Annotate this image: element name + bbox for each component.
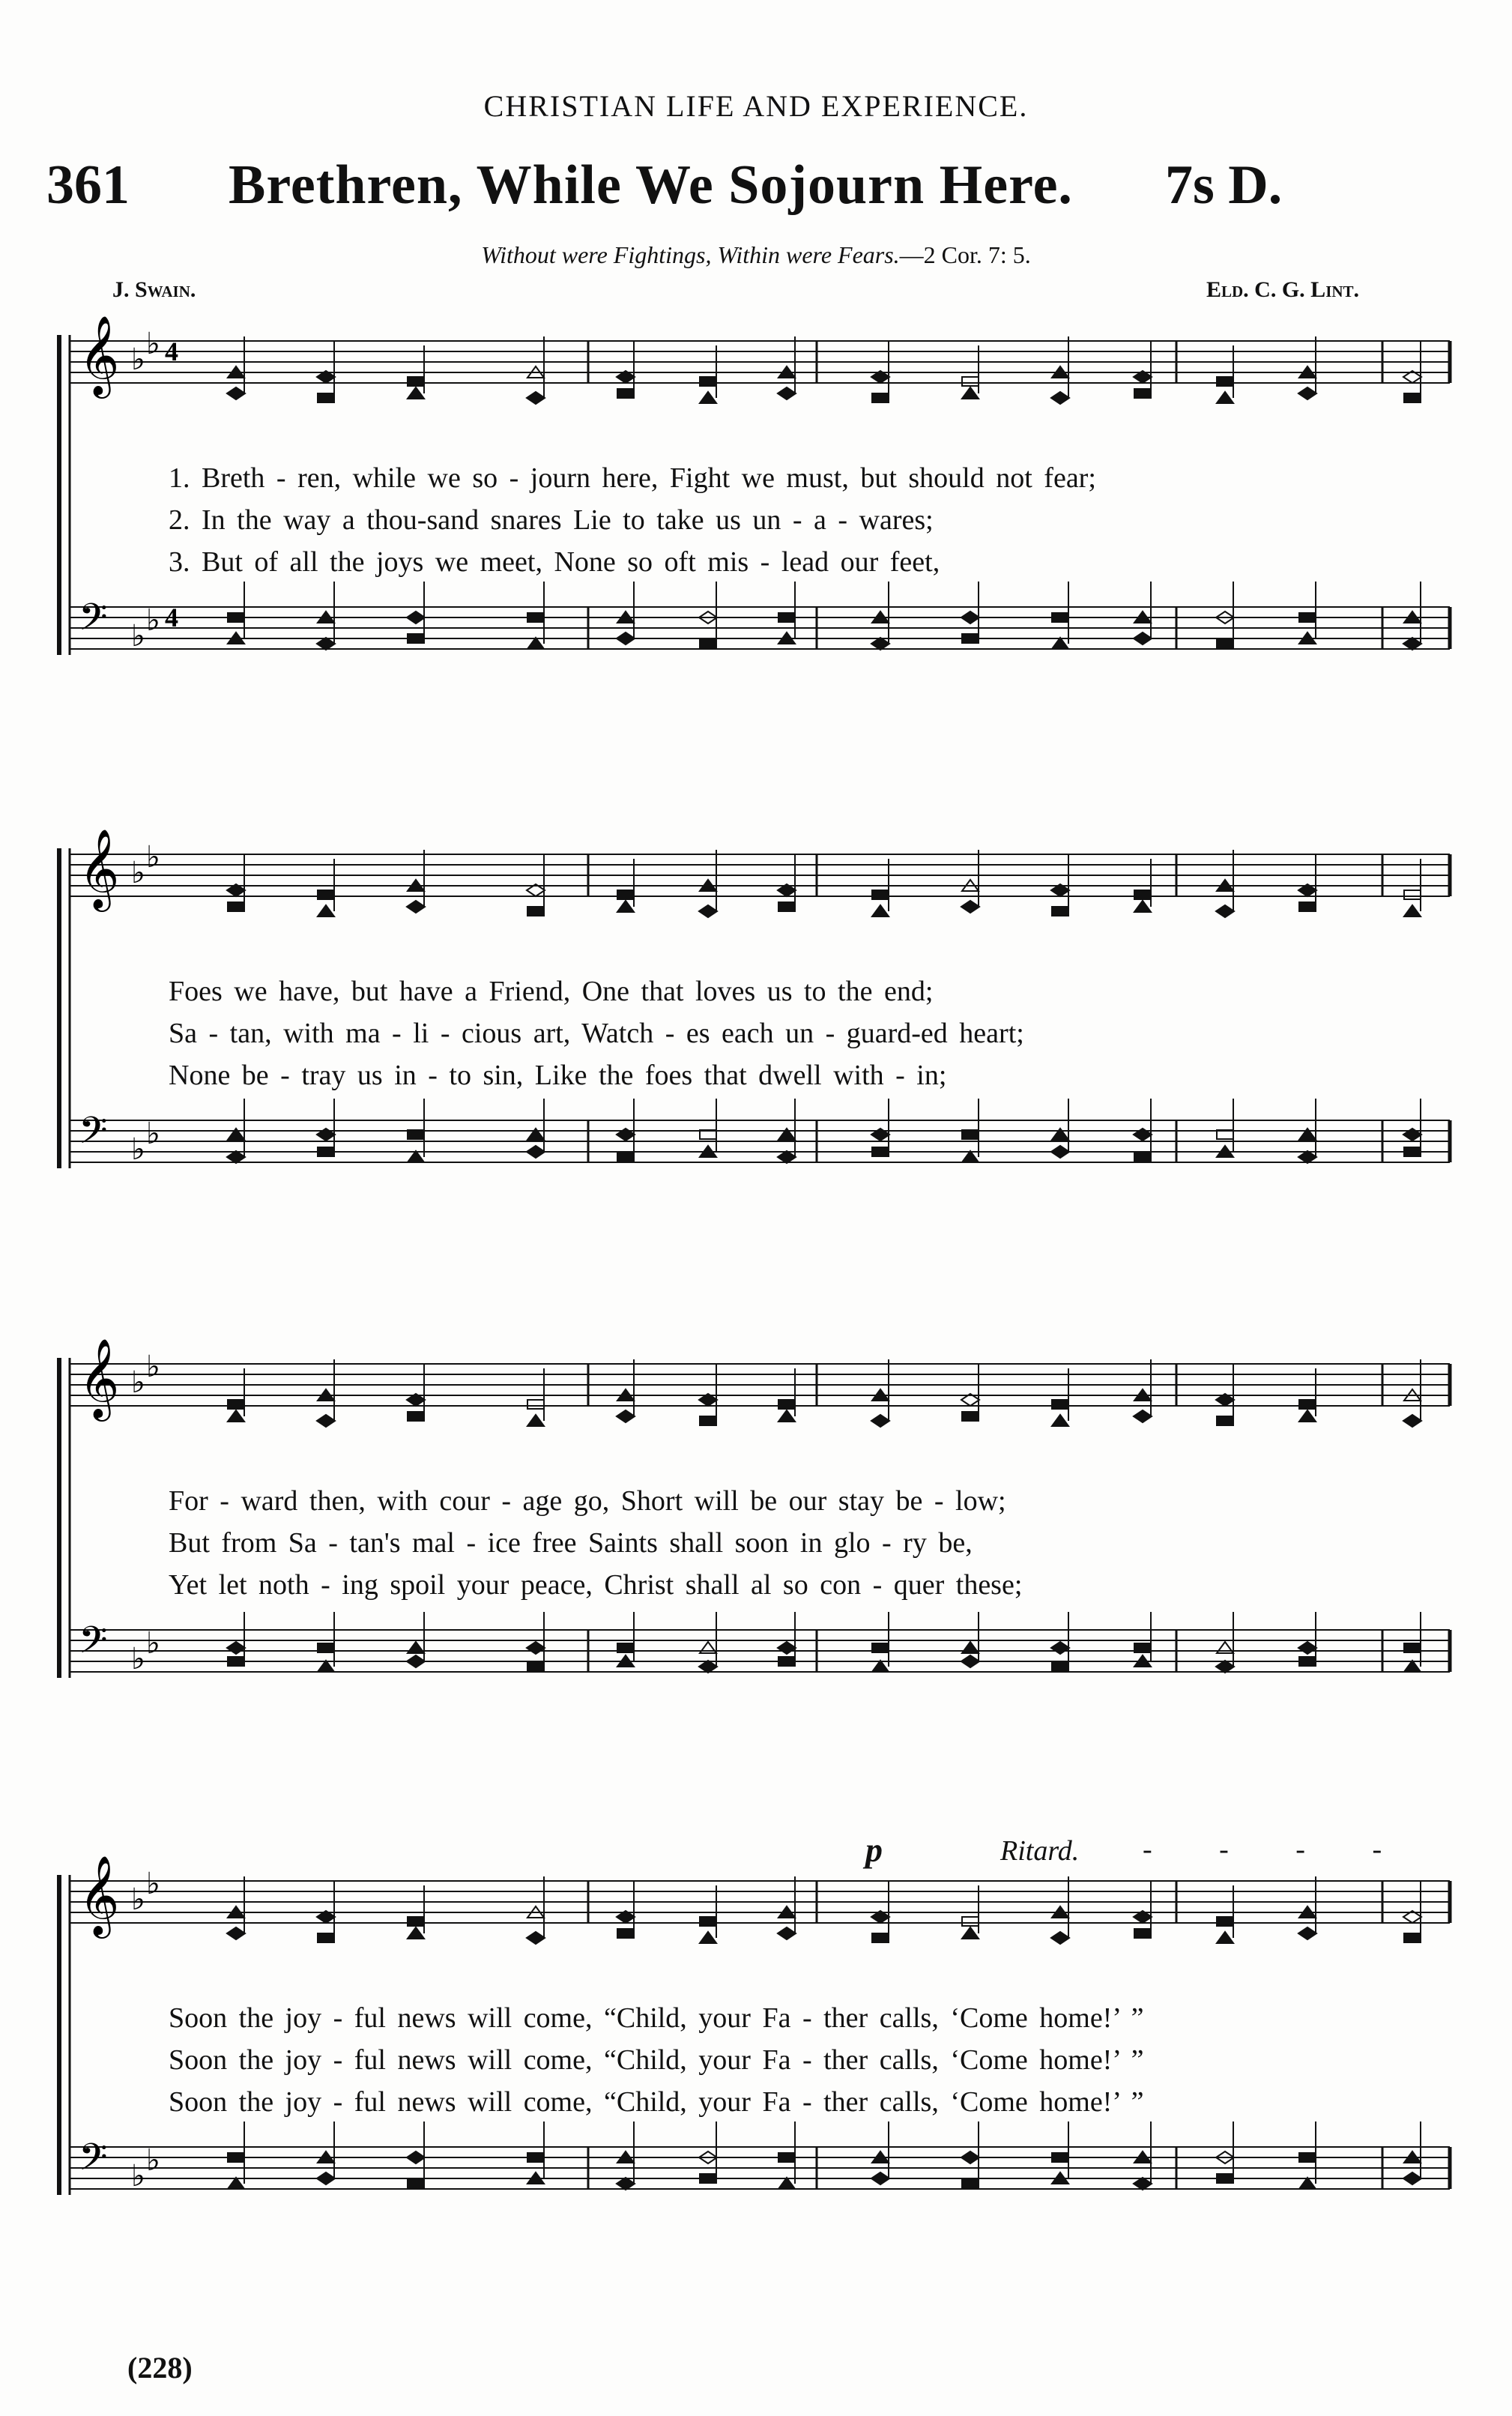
arranger-credit: Eld. C. G. Lint. [1206,277,1360,302]
lyric-line-3: None be - tray us in - to sin, Like the foes that dwell with - in; [169,1060,947,1091]
bass-staff [70,1120,1450,1162]
flat-icon: ♭ [146,1626,160,1661]
lyric-line-2: Sa - tan, with ma - li - cious art, Watch - es each un - guard-ed heart; [169,1018,1024,1049]
bass-staff [70,607,1450,649]
ritard-dashes: - - - - [1143,1834,1412,1865]
composer-credit: J. Swain. [112,277,196,302]
bass-clef-icon: 𝄢 [79,1109,108,1162]
lyric-line-3: Soon the joy - ful news will come, “Child, your Fa - ther calls, ‘Come home!’ ” [169,2086,1144,2118]
hymn-meter: 7s D. [1165,154,1283,216]
treble-staff [70,1881,1450,1923]
flat-icon: ♭ [131,1642,145,1676]
flat-icon: ♭ [146,1350,160,1384]
flat-icon: ♭ [146,603,160,638]
lyric-line-1: 1. Breth - ren, while we so - journ here, Fight we must, but should not fear; [169,462,1096,494]
lyric-line-2: But from Sa - tan's mal - ice free Saints shall soon in glo - ry be, [169,1527,973,1559]
bass-clef-icon: 𝄢 [79,2136,108,2188]
hymn-number: 361 [46,154,130,216]
flat-icon: ♭ [131,856,145,890]
time-signature: 4 [165,603,178,632]
music-system-4 [49,1831,1465,2406]
flat-icon: ♭ [146,327,160,361]
hymn-title: Brethren, While We Sojourn Here. [229,154,1073,216]
flat-icon: ♭ [131,1132,145,1167]
epigraph-reference: —2 Cor. 7: 5. [899,241,1031,268]
music-system-1 [49,311,1465,866]
flat-icon: ♭ [146,840,160,875]
treble-clef-icon: 𝄞 [79,315,120,395]
lyric-line-2: 2. In the way a thou-sand snares Lie to take us un - a - wares; [169,504,934,536]
flat-icon: ♭ [131,2159,145,2193]
lyric-line-1: Foes we have, but have a Friend, One that loves us to the end; [169,976,934,1007]
treble-staff [70,854,1450,896]
page-number: (228) [127,2351,193,2385]
tempo-marking: Ritard. [1000,1835,1080,1867]
flat-icon: ♭ [131,1882,145,1917]
treble-clef-icon: 𝄞 [79,1338,120,1418]
flat-icon: ♭ [131,342,145,377]
music-system-3 [49,1334,1465,1888]
treble-staff [70,341,1450,383]
bass-staff [70,1630,1450,1672]
flat-icon: ♭ [146,1117,160,1151]
lyric-line-1: For - ward then, with cour - age go, Short will be our stay be - low; [169,1485,1006,1517]
flat-icon: ♭ [131,1365,145,1400]
bass-clef-icon: 𝄢 [79,596,108,648]
bass-clef-icon: 𝄢 [79,1619,108,1671]
treble-clef-icon: 𝄞 [79,1855,120,1935]
time-signature: 4 [165,336,178,366]
music-system-2 [49,824,1465,1379]
lyric-line-3: Yet let noth - ing spoil your peace, Christ shall al so con - quer these; [169,1569,1023,1601]
lyric-line-1: Soon the joy - ful news will come, “Child, your Fa - ther calls, ‘Come home!’ ” [169,2002,1144,2034]
epigraph-text: Without were Fightings, Within were Fears. [481,241,900,268]
lyrics-verses-system-2 [169,970,1487,1096]
bass-staff [70,2147,1450,2189]
treble-clef-icon: 𝄞 [79,828,120,908]
flat-icon: ♭ [146,2143,160,2178]
lyrics-verses-system-3 [169,1480,1487,1606]
dynamic-marking: p [865,1831,883,1869]
lyric-line-3: 3. But of all the joys we meet, None so oft mis - lead our feet, [169,546,940,578]
lyrics-verses-system-4 [169,1997,1487,2123]
treble-staff [70,1364,1450,1406]
lyric-line-2: Soon the joy - ful news will come, “Child, your Fa - ther calls, ‘Come home!’ ” [169,2044,1144,2076]
flat-icon: ♭ [131,619,145,653]
flat-icon: ♭ [146,1867,160,1901]
section-heading: CHRISTIAN LIFE AND EXPERIENCE. [483,89,1029,123]
epigraph [0,241,1512,269]
lyrics-verses-system-1 [169,457,1487,583]
